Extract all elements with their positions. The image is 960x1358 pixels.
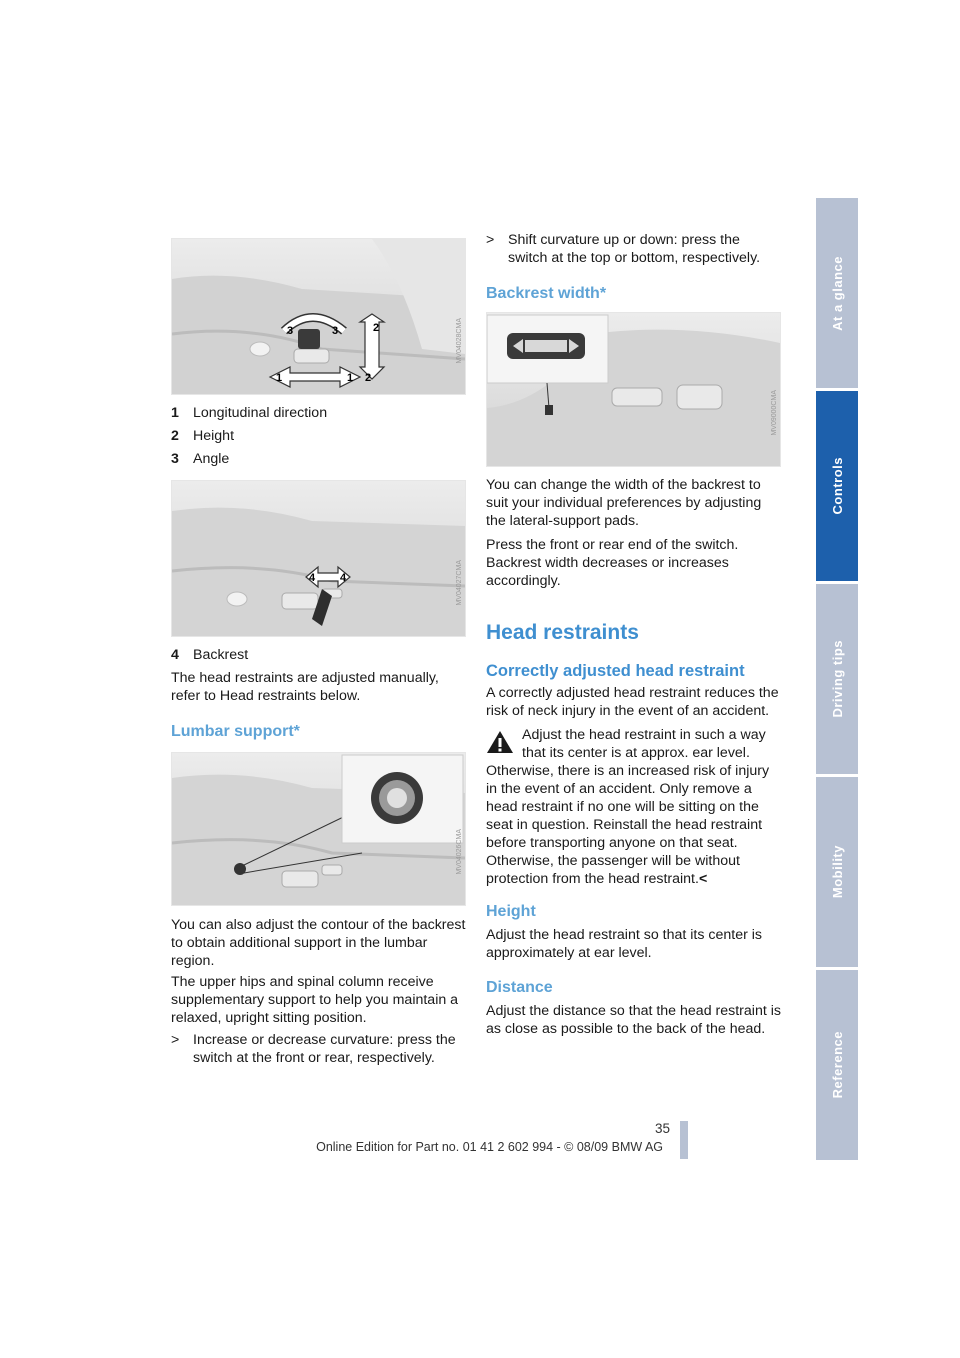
lumbar-paragraph: You can also adjust the contour of the backrest to obtain additional support in the lumbar region. — [171, 917, 466, 969]
legend-item: 2 Height — [171, 428, 235, 444]
distance-paragraph: Adjust the distance so that the head restraint is as close as possible to the back of the head. — [486, 1003, 781, 1037]
warning-block — [486, 726, 781, 888]
lumbar-paragraph: The upper hips and spinal column receive supplementary support to help you maintain a relaxed, upright sitting position. — [171, 974, 459, 1026]
backrest-illustration — [172, 481, 465, 636]
bullet-marker: > — [486, 232, 495, 248]
backrest-width-paragraph: You can change the width of the backrest to suit your individual preferences by adjusting the lateral-support pads. — [486, 477, 762, 529]
warning-text: Adjust the head restraint in such a way that its center is at approx. ear level. Otherwise, there is an increased risk of injury in the event of an accident. Only remove a head restraint if no one will be sitting on the seat in question. Reinstall the head restraint before transporting anyone on that seat. Otherwise, the passenger will be without protection from the head restraint.< — [486, 727, 770, 887]
seat-adjust-figure — [171, 238, 466, 395]
figure-code: MV04028CMA — [456, 318, 463, 364]
backrest-width-figure — [486, 312, 781, 467]
svg-text:1: 1 — [347, 372, 354, 384]
svg-text:4: 4 — [340, 572, 347, 584]
lumbar-bullet: > Increase or decrease curvature: press the switch at the front or rear, respectively. — [171, 1032, 456, 1066]
figure-code: MV04027CMA — [456, 560, 463, 606]
height-paragraph: Adjust the head restraint so that its center is approximately at ear level. — [486, 927, 763, 961]
lumbar-illustration — [172, 753, 465, 905]
fig1-legend — [171, 404, 471, 468]
svg-text:4: 4 — [309, 572, 316, 584]
backrest-width-illustration — [487, 313, 780, 466]
svg-text:3: 3 — [332, 325, 339, 337]
legend-item: 1 Longitudinal direction — [171, 405, 328, 421]
correct-head-restraint-paragraph: A correctly adjusted head restraint reduces the risk of neck injury in the event of an accident. — [486, 685, 779, 719]
lumbar-bullet: > Shift curvature up or down: press the switch at the top or bottom, respectively. — [486, 232, 761, 266]
lumbar-figure — [171, 752, 466, 906]
page-number: 35 — [654, 1121, 670, 1136]
legend-item: 3 Angle — [171, 451, 230, 467]
head-restraints-heading: Head restraints — [486, 621, 639, 644]
bullet-marker: > — [171, 1032, 180, 1048]
svg-text:1: 1 — [276, 372, 283, 384]
distance-heading: Distance — [486, 979, 553, 996]
head-restraint-note: The head restraints are adjusted manually, refer to Head restraints below. — [171, 670, 439, 704]
correct-head-restraint-heading: Correctly adjusted head restraint — [486, 662, 745, 680]
backrest-figure — [171, 480, 466, 637]
warning-icon — [486, 730, 514, 754]
legend-item: 4 Backrest — [171, 647, 249, 663]
svg-text:2: 2 — [365, 372, 372, 384]
fig2-legend — [171, 646, 471, 664]
figure-code: MV04026CMA — [456, 829, 463, 875]
svg-text:2: 2 — [373, 322, 380, 334]
backrest-width-heading: Backrest width* — [486, 285, 607, 302]
height-heading: Height — [486, 903, 536, 920]
tab-reference[interactable]: Reference — [816, 970, 858, 1160]
seat-adjust-illustration — [172, 239, 465, 394]
page-number-marker — [680, 1121, 688, 1159]
tab-at-a-glance[interactable]: At a glance — [816, 198, 858, 388]
tab-mobility[interactable]: Mobility — [816, 777, 858, 967]
tab-driving-tips[interactable]: Driving tips — [816, 584, 858, 774]
svg-text:3: 3 — [287, 325, 294, 337]
tab-controls[interactable]: Controls — [816, 391, 858, 581]
lumbar-heading: Lumbar support* — [171, 723, 300, 740]
figure-code: MV09000CMA — [771, 390, 778, 436]
edition-footer: Online Edition for Part no. 01 41 2 602 994 - © 08/09 BMW AG — [316, 1140, 663, 1154]
backrest-width-paragraph: Press the front or rear end of the switch. Backrest width decreases or increases accordingly. — [486, 537, 739, 589]
